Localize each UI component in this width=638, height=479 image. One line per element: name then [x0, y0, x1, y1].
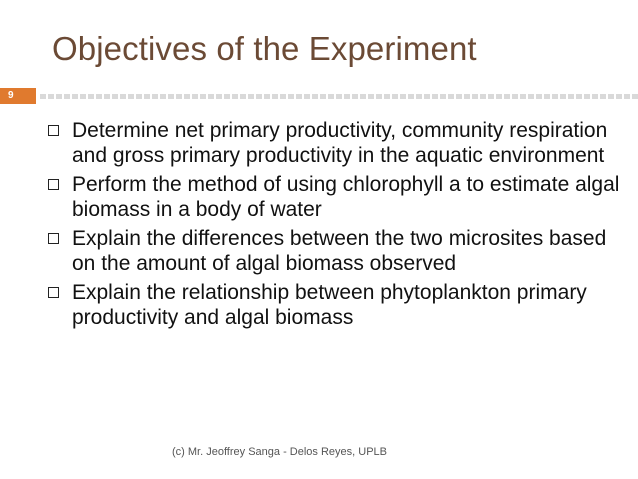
hollow-square-icon: [48, 287, 59, 298]
objective-item: [48, 280, 633, 330]
title-divider: [40, 94, 638, 99]
slide-title: Objectives of the Experiment: [52, 30, 477, 67]
objective-item: [48, 118, 633, 168]
objective-item: [48, 172, 633, 222]
objective-text: Perform the method of using chlorophyll a to estimate algal biomass in a body of water: [72, 173, 620, 221]
footer-credit: (c) Mr. Jeoffrey Sanga - Delos Reyes, UPLB: [172, 446, 387, 458]
hollow-square-icon: [48, 233, 59, 244]
hollow-square-icon: [48, 125, 59, 136]
objective-text: Determine net primary productivity, community respiration and gross primary productivity in the aquatic environment: [72, 119, 608, 167]
hollow-square-icon: [48, 179, 59, 190]
objectives-list: [48, 118, 633, 334]
slide-number-badge: 9: [0, 88, 36, 104]
objective-text: Explain the differences between the two microsites based on the amount of algal biomass observed: [72, 227, 607, 275]
objective-item: [48, 226, 633, 276]
objective-text: Explain the relationship between phytoplankton primary productivity and algal biomass: [72, 281, 587, 329]
